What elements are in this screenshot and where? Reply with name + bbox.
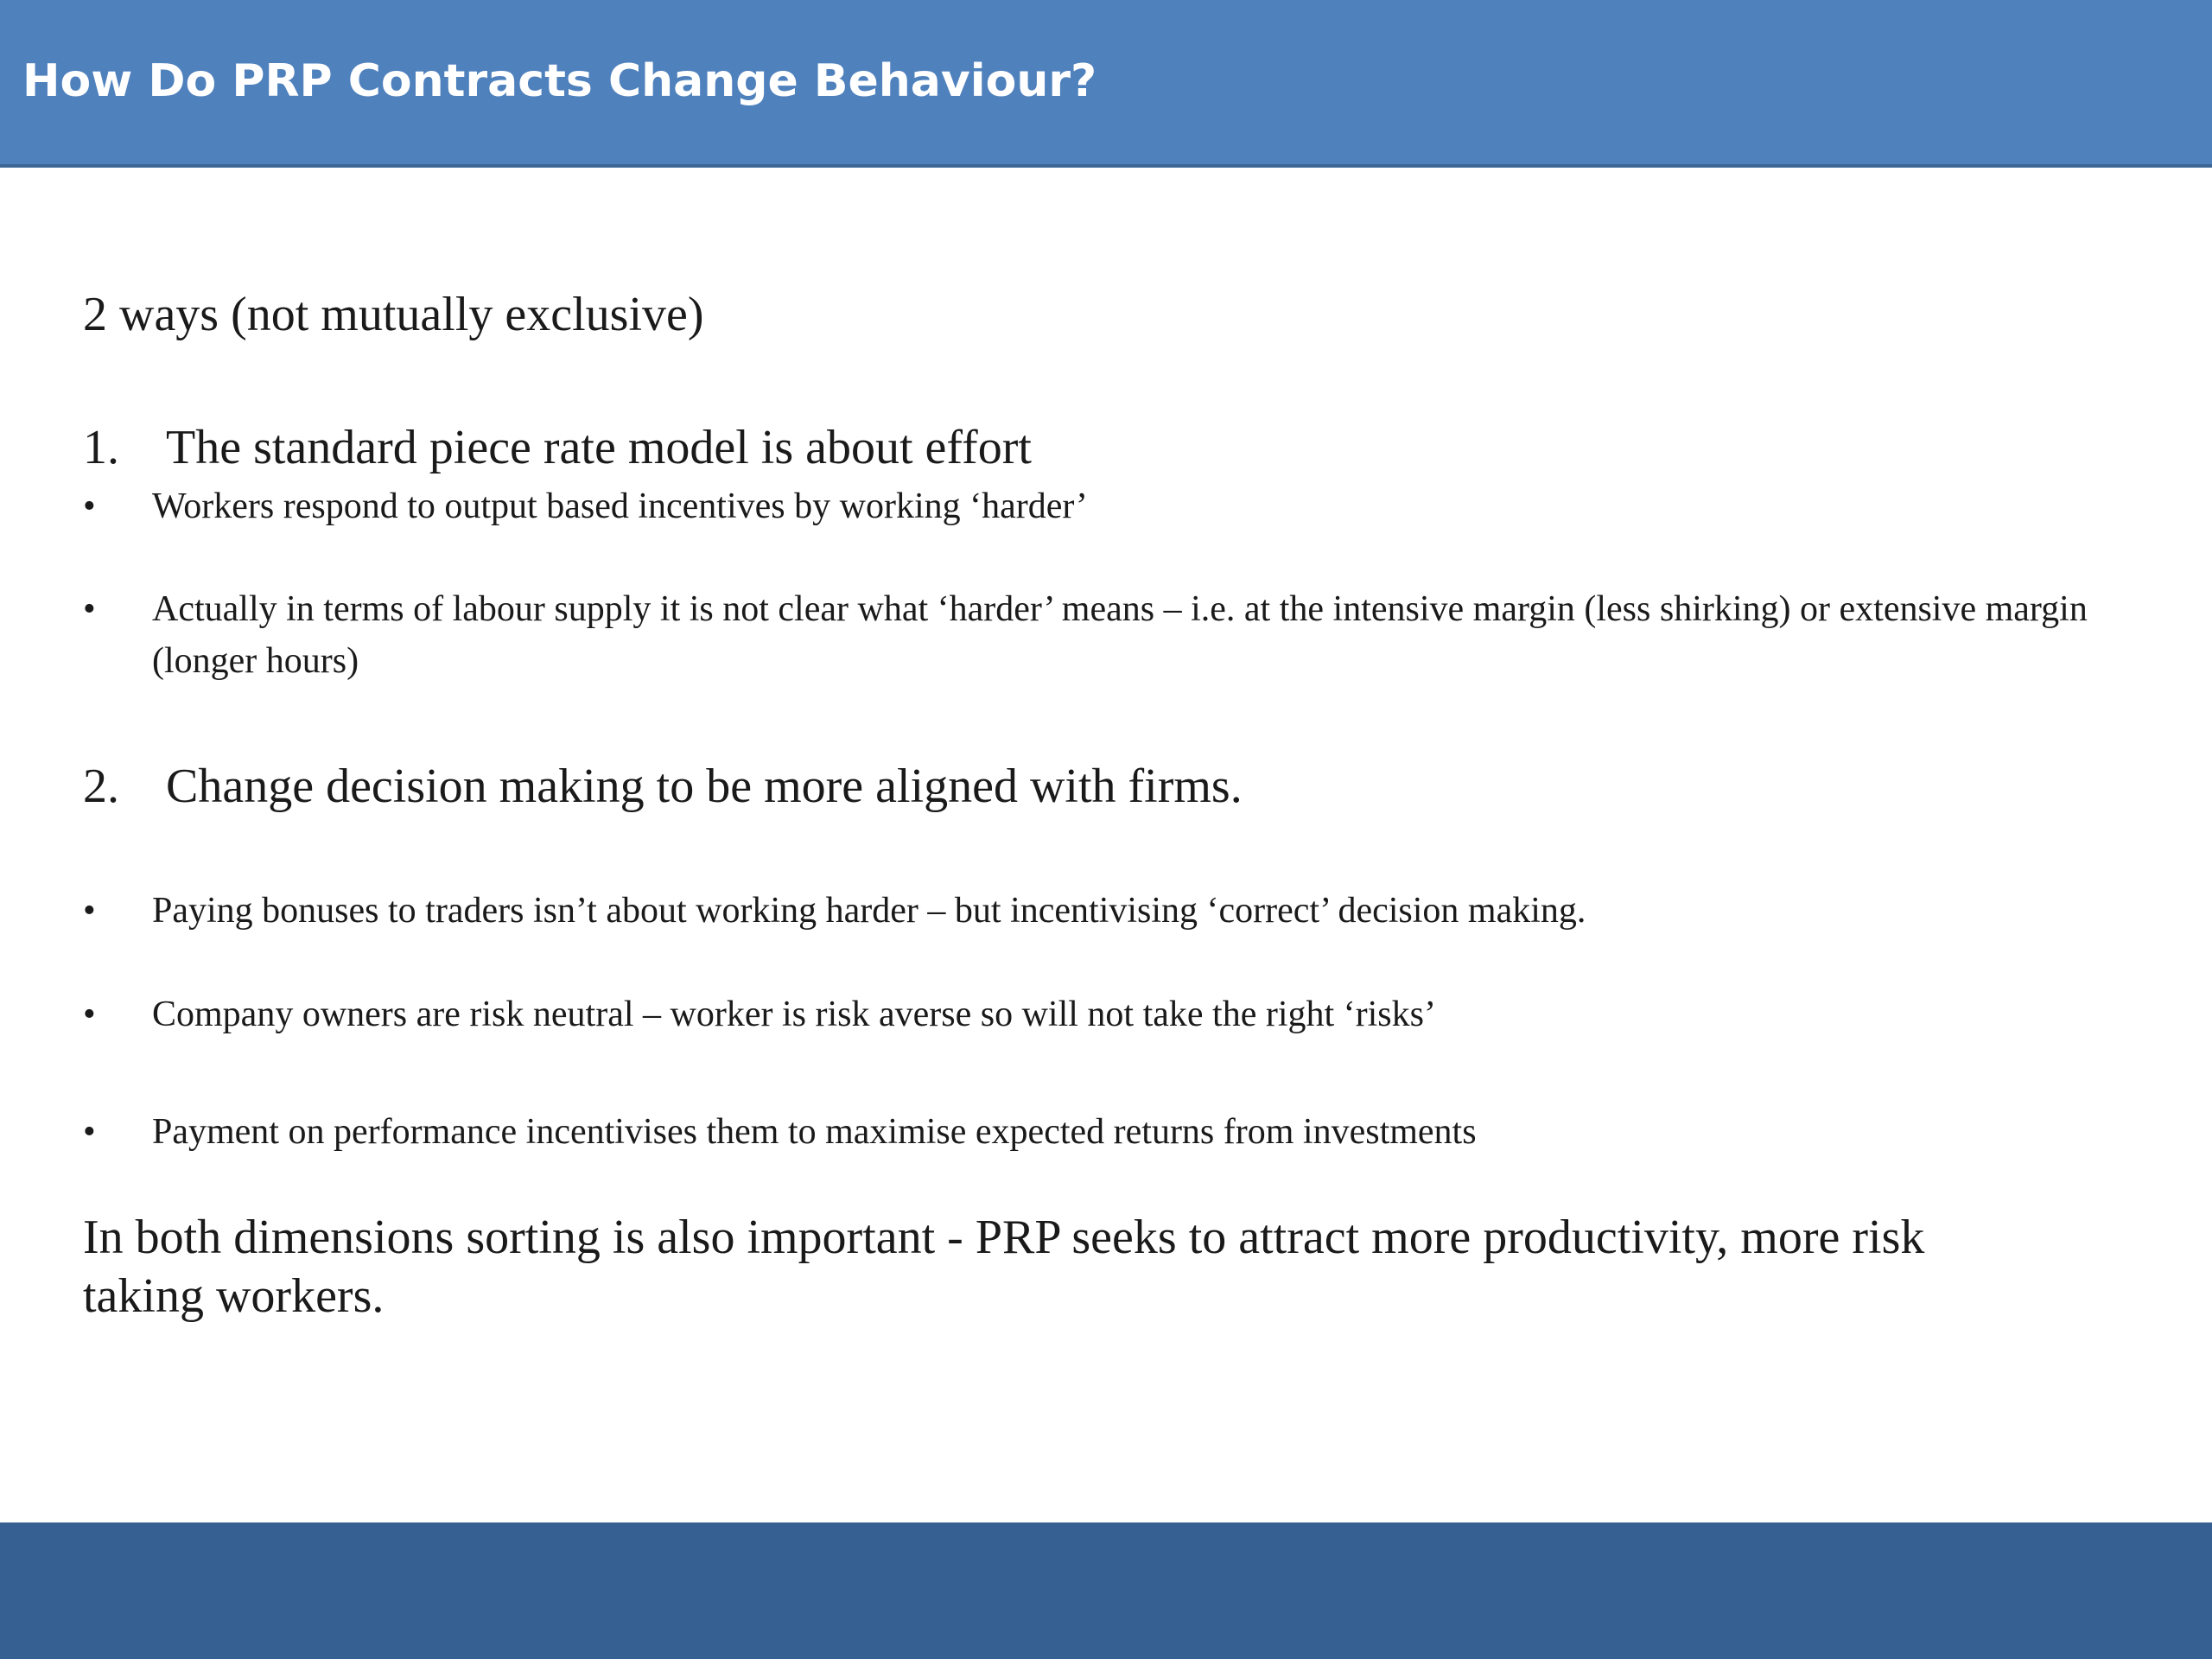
list-item [83,583,2157,687]
point-2-bullet-2: Company owners are risk neutral – worker is risk averse so will not take the right ‘risks’ [152,995,1436,1034]
point-2-number: 2. [83,760,119,813]
list-item [83,480,2157,532]
point-1-bullet-1: Workers respond to output based incentives by working ‘harder’ [152,486,1088,526]
point-2-bullet-1: Paying bonuses to traders isn’t about working harder – but incentivising ‘correct’ decision making. [152,891,1586,931]
slide-title: How Do PRP Contracts Change Behaviour? [22,55,1097,107]
intro-text: 2 ways (not mutually exclusive) [83,288,704,341]
point-2-heading-text: Change decision making to be more aligned with firms. [166,760,1243,813]
list-item [83,1106,2157,1158]
point-2-bullet-3: Payment on performance incentivises them to maximise expected returns from investments [152,1112,1477,1152]
list-item [83,988,2157,1040]
point-1-heading [0,415,2212,480]
point-1-bullet-2: Actually in terms of labour supply it is not clear what ‘harder’ means – i.e. at the intensive margin (less shirking) or extensive margin (longer hours) [152,589,2088,681]
bullet-icon: • [83,891,96,931]
point-1-number: 1. [83,421,119,474]
list-item [83,885,2157,937]
bullet-icon: • [83,589,96,629]
bullet-icon: • [83,1112,96,1152]
closing-text: In both dimensions sorting is also important - PRP seeks to attract more productivity, more risk taking workers. [83,1211,1925,1323]
point-1-heading-text: The standard piece rate model is about effort [166,421,1032,474]
footer-bar [0,1522,2212,1659]
bullet-icon: • [83,486,96,526]
point-2-heading [0,753,2212,819]
bullet-icon: • [83,995,96,1034]
